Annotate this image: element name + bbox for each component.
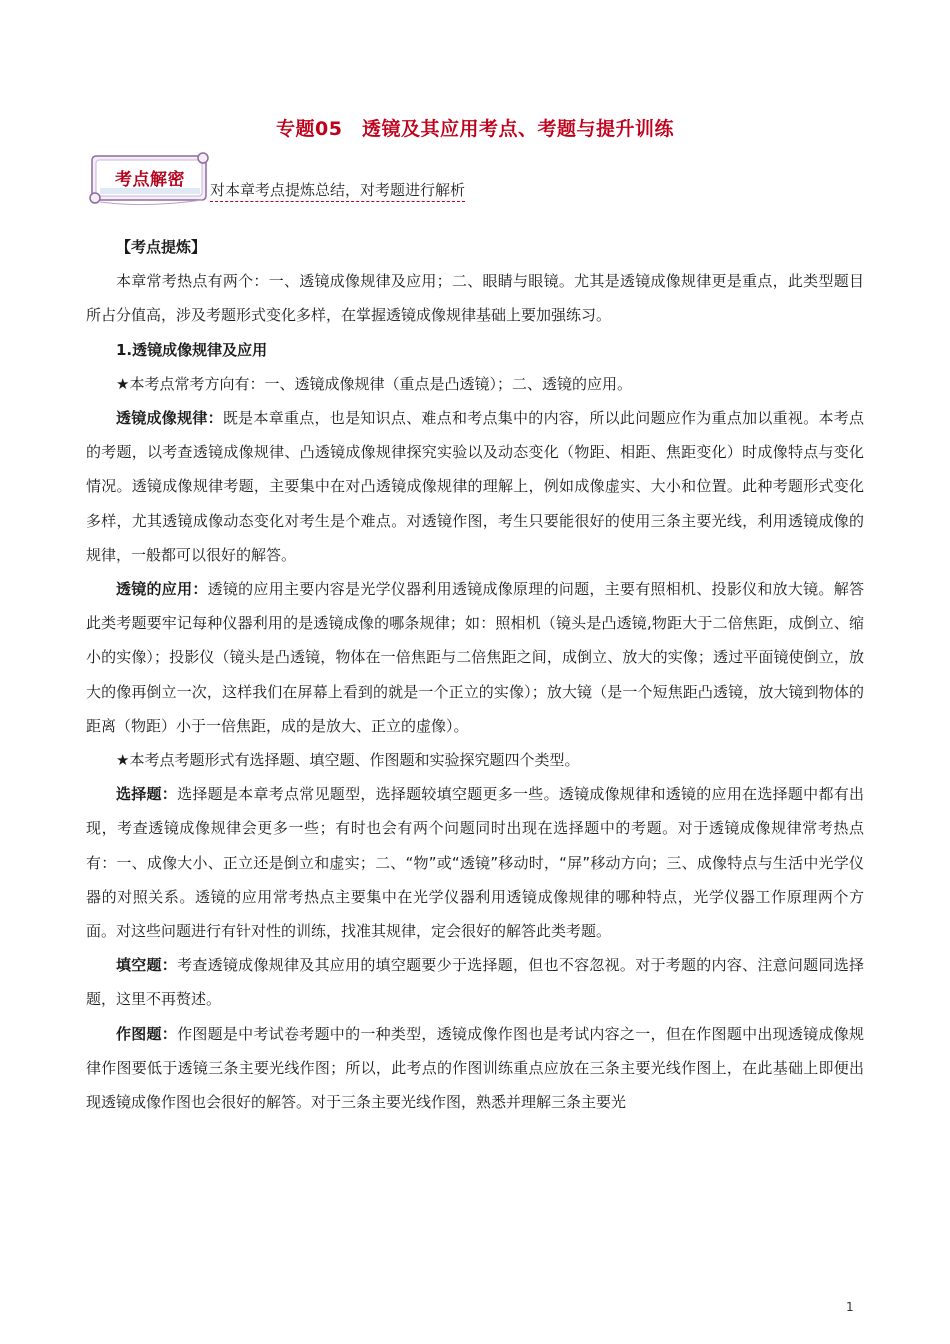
- page-title: 专题05 透镜及其应用考点、考题与提升训练: [276, 118, 674, 140]
- rule-text: 既是本章重点，也是知识点、难点和考点集中的内容，所以此问题应作为重点加以重视。本考点的考题，以考查透镜成像规律、凸透镜成像规律探究实验以及动态变化（物距、相距、焦距变化）时成像特点与变化情况。透镜成像规律考题，主要集中在对凸透镜成像规律的理解上，例如成像虚实、大小和位置。此种考题形式变化多样，尤其透镜成像动态变化对考生是个难点。对透镜作图，考生只要能很好的使用三条主要光线，利用透镜成像的规律，一般都可以很好的解答。: [86, 409, 864, 564]
- subheading: 1.透镜成像规律及应用: [116, 340, 268, 359]
- drawing-paragraph: [86, 1017, 864, 1120]
- fill-label: 填空题：: [116, 956, 178, 975]
- star-note-2: ★本考点考题形式有选择题、填空题、作图题和实验探究题四个类型。: [116, 751, 580, 770]
- application-paragraph: [86, 572, 864, 743]
- drawing-label: 作图题：: [116, 1024, 178, 1043]
- choice-text: 选择题是本章考点常见题型，选择题较填空题更多一些。透镜成像规律和透镜的应用在选择题中都有出现，考查透镜成像规律会更多一些；有时也会有两个问题同时出现在选择题中的考题。对于透镜成像规律常考热点有：一、成像大小、正立还是倒立和虚实；二、“物”或“透镜”移动时，“屏”移动方向；三、成像特点与生活中光学仪器的对照关系。透镜的应用常考热点主要集中在光学仪器利用透镜成像规律的哪种特点，光学仪器工作原理两个方面。对这些问题进行有针对性的训练，找准其规律，定会很好的解答此类考题。: [86, 785, 864, 941]
- page-number: 1: [846, 1300, 854, 1314]
- fill-text: 考查透镜成像规律及其应用的填空题要少于选择题，但也不容忽视。对于考题的内容、注意问题同选择题，这里不再赘述。: [86, 956, 864, 1009]
- fill-paragraph: [86, 948, 864, 1016]
- application-label: 透镜的应用：: [116, 580, 208, 599]
- choice-label: 选择题：: [116, 785, 178, 804]
- choice-paragraph: [86, 777, 864, 948]
- document-body: [86, 230, 864, 1119]
- rule-paragraph: [86, 401, 864, 572]
- section-heading: 【考点提炼】: [116, 238, 207, 256]
- drawing-text: 作图题是中考试卷考题中的一种类型，透镜成像作图也是考试内容之一，但在作图题中出现透镜成像规律作图要低于透镜三条主要光线作图；所以，此考点的作图训练重点应放在三条主要光线作图上，在此基础上即便出现透镜成像作图也会很好的解答。对于三条主要光线作图，熟悉并理解三条主要光: [86, 1024, 864, 1112]
- star-note-1: ★本考点常考方向有：一、透镜成像规律（重点是凸透镜）；二、透镜的应用。: [116, 374, 632, 393]
- badge-description: 对本章考点提炼总结，对考题进行解析: [210, 179, 465, 202]
- topic-badge: [86, 150, 212, 210]
- rule-label: 透镜成像规律：: [116, 409, 223, 428]
- badge-label: 考点解密: [115, 170, 185, 190]
- application-text: 透镜的应用主要内容是光学仪器利用透镜成像原理的问题，主要有照相机、投影仪和放大镜。解答此类考题要牢记每种仪器利用的是透镜成像的哪条规律；如：照相机（镜头是凸透镜,物距大于二倍焦距，成倒立、缩小的实像）；投影仪（镜头是凸透镜，物体在一倍焦距与二倍焦距之间，成倒立、放大的实像；透过平面镜使倒立，放大的像再倒立一次，这样我们在屏幕上看到的就是一个正立的实像）；放大镜（是一个短焦距凸透镜，放大镜到物体的距离（物距）小于一倍焦距，成的是放大、正立的虚像）。: [86, 580, 864, 735]
- intro-paragraph: 本章常考热点有两个：一、透镜成像规律及应用；二、眼睛与眼镜。尤其是透镜成像规律更是重点，此类型题目所占分值高，涉及考题形式变化多样，在掌握透镜成像规律基础上要加强练习。: [86, 272, 864, 325]
